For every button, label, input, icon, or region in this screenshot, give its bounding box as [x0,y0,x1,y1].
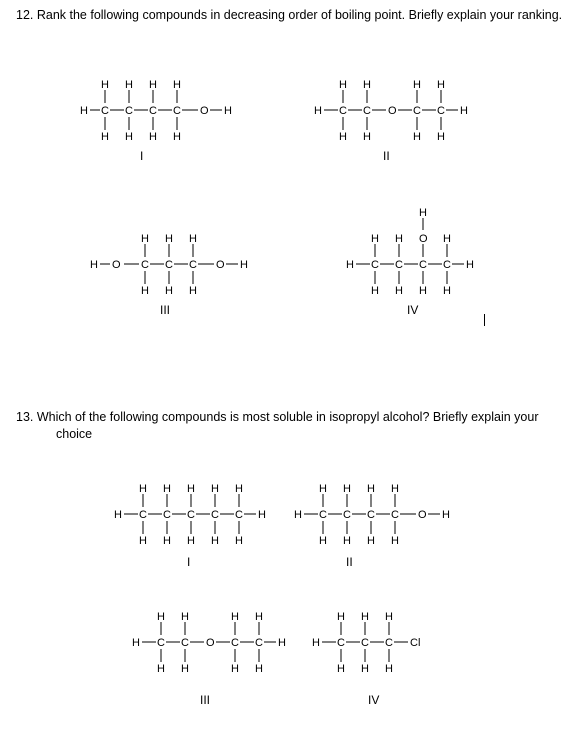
atom-h: H [181,663,189,675]
q13-compound-3 [132,611,286,707]
atom-h: H [346,259,354,271]
atom-c: C [391,509,399,521]
q12-compound-4 [346,207,474,317]
atom-h: H [391,535,399,547]
atom-h: H [371,285,379,297]
atom-h: H [132,637,140,649]
atom-c: C [149,105,157,117]
atom-c: C [371,259,379,271]
atom-h: H [319,535,327,547]
atom-h: H [173,79,181,91]
atom-h: H [125,131,133,143]
question-13-text: 13. Which of the following compounds is most soluble in isopropyl alcohol? Briefly explain your [16,410,539,424]
atom-h: H [149,131,157,143]
atom-h: H [395,285,403,297]
atom-h: H [363,79,371,91]
atom-h: H [391,483,399,495]
atom-c: C [189,259,197,271]
atom-h: H [101,79,109,91]
atom-c: C [443,259,451,271]
atom-h: H [187,483,195,495]
atom-o: O [112,259,121,271]
question-12-text: 12. Rank the following compounds in decreasing order of boiling point. Briefly explain your ranking. [16,8,563,22]
label-iii: III [200,693,211,707]
atom-c: C [163,509,171,521]
atom-h: H [443,233,451,245]
atom-h: H [90,259,98,271]
atom-h: H [314,105,322,117]
atom-h: H [157,663,165,675]
atom-h: H [385,611,393,623]
atom-h: H [337,611,345,623]
atom-h: H [255,611,263,623]
atom-h: H [101,131,109,143]
atom-c: C [173,105,181,117]
atom-c: C [339,105,347,117]
q12-compound-1 [80,79,232,163]
atom-h: H [339,131,347,143]
atom-h: H [189,285,197,297]
atom-h: H [367,535,375,547]
atom-h: H [163,483,171,495]
question-13-text-cont: choice [56,427,93,441]
atom-h: H [149,79,157,91]
atom-c: C [235,509,243,521]
atom-h: H [339,79,347,91]
atom-h: H [139,535,147,547]
atom-c: C [211,509,219,521]
atom-h: H [141,233,149,245]
atom-c: C [385,637,393,649]
atom-c: C [157,637,165,649]
atom-h: H [385,663,393,675]
label-iv: IV [407,303,419,317]
label-ii: II [346,555,353,569]
atom-h: H [312,637,320,649]
atom-o: O [419,233,428,245]
atom-h: H [443,285,451,297]
atom-o: O [200,105,209,117]
atom-h: H [343,535,351,547]
atom-c: C [165,259,173,271]
atom-c: C [139,509,147,521]
atom-h: H [294,509,302,521]
atom-h: H [157,611,165,623]
atom-h: H [235,483,243,495]
atom-h: H [235,535,243,547]
atom-c: C [125,105,133,117]
atom-h: H [278,637,286,649]
atom-h: H [173,131,181,143]
atom-h: H [189,233,197,245]
atom-cl: Cl [410,637,421,649]
q13-compound-1 [114,483,266,569]
atom-h: H [319,483,327,495]
atom-h: H [413,79,421,91]
atom-h: H [139,483,147,495]
atom-c: C [141,259,149,271]
atom-h: H [258,509,266,521]
atom-h: H [395,233,403,245]
atom-o: O [418,509,427,521]
atom-c: C [367,509,375,521]
atom-h: H [419,207,427,219]
label-i: I [140,149,144,163]
atom-c: C [361,637,369,649]
atom-h: H [165,285,173,297]
text-cursor-icon [484,314,485,326]
atom-h: H [187,535,195,547]
atom-c: C [395,259,403,271]
atom-h: H [337,663,345,675]
label-iv: IV [368,693,380,707]
atom-h: H [141,285,149,297]
label-i: I [187,555,191,569]
atom-c: C [437,105,445,117]
atom-o: O [388,105,397,117]
atom-c: C [413,105,421,117]
atom-h: H [371,233,379,245]
atom-c: C [337,637,345,649]
atom-h: H [165,233,173,245]
atom-h: H [114,509,122,521]
atom-h: H [255,663,263,675]
q12-compound-2 [314,79,468,163]
atom-h: H [231,611,239,623]
q12-compound-3 [90,233,248,317]
atom-h: H [437,79,445,91]
atom-h: H [413,131,421,143]
atom-c: C [231,637,239,649]
atom-o: O [216,259,225,271]
atom-h: H [442,509,450,521]
atom-h: H [231,663,239,675]
atom-h: H [460,105,468,117]
atom-c: C [181,637,189,649]
atom-h: H [361,611,369,623]
atom-c: C [419,259,427,271]
atom-c: C [187,509,195,521]
atom-c: C [255,637,263,649]
q13-compound-2 [294,483,450,569]
atom-h: H [80,105,88,117]
atom-h: H [466,259,474,271]
q13-compound-4 [312,611,420,707]
atom-h: H [181,611,189,623]
atom-h: H [361,663,369,675]
atom-h: H [163,535,171,547]
atom-h: H [211,535,219,547]
atom-h: H [367,483,375,495]
atom-c: C [101,105,109,117]
atom-c: C [343,509,351,521]
atom-h: H [419,285,427,297]
atom-h: H [363,131,371,143]
atom-h: H [211,483,219,495]
label-iii: III [160,303,171,317]
atom-h: H [240,259,248,271]
atom-h: H [343,483,351,495]
atom-c: C [319,509,327,521]
atom-h: H [224,105,232,117]
atom-o: O [206,637,215,649]
atom-h: H [125,79,133,91]
label-ii: II [383,149,390,163]
atom-h: H [437,131,445,143]
atom-c: C [363,105,371,117]
